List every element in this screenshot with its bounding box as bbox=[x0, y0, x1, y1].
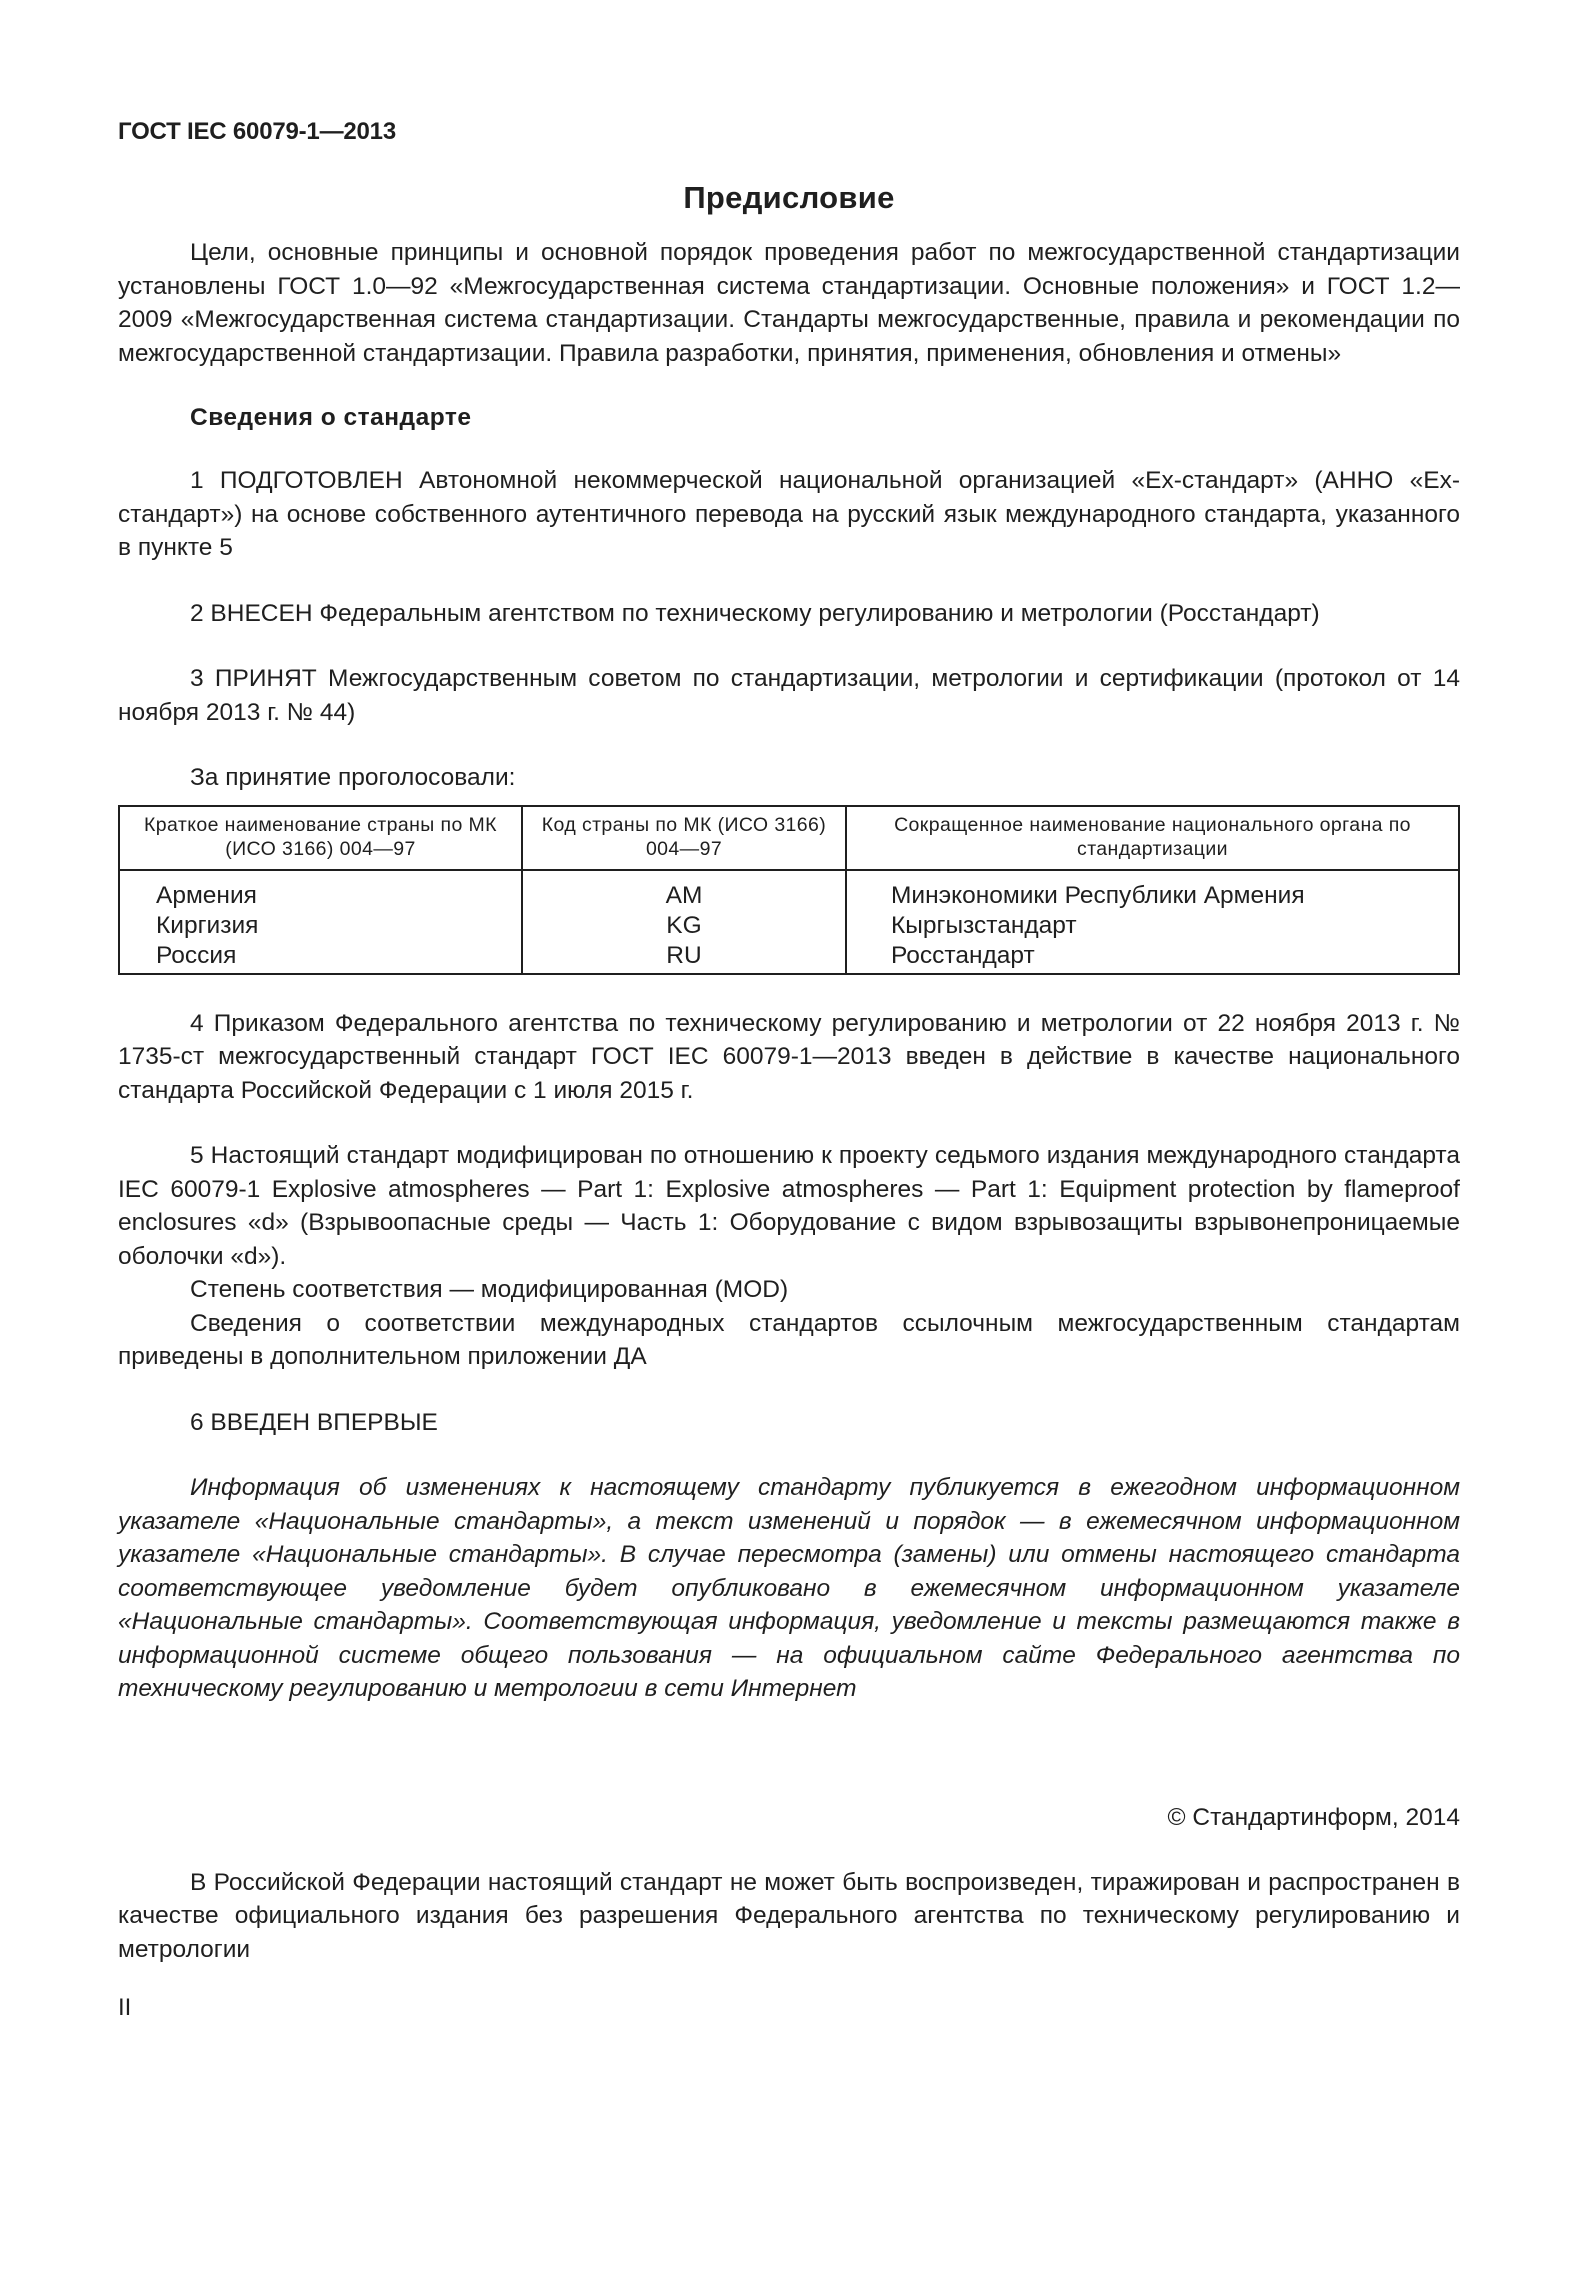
page-number: II bbox=[118, 1994, 132, 2021]
page-content bbox=[118, 118, 1460, 2022]
table-cell: KG bbox=[522, 911, 846, 941]
item-3-paragraph: 3 ПРИНЯТ Межгосударственным советом по стандартизации, метрологии и сертификации (протокол от 14 ноября 2013 г. № 44) bbox=[118, 665, 1460, 726]
item-5-paragraph: 5 Настоящий стандарт модифицирован по отношению к проекту седьмого издания международного стандарта IEC 60079-1 Explosive atmospheres — Part 1: Explosive atmospheres — Part 1: Equipment protection by flameproof enclosures «d» (Взрывоопасные среды — Часть 1: Оборудование с видом взрывозащиты взрывонепроницаемые оболочки «d»). bbox=[118, 1142, 1460, 1270]
item-5-info: Сведения о соответствии международных стандартов ссылочным межгосударственным стандартам приведены в дополнительном приложении ДА bbox=[118, 1309, 1460, 1370]
page-title: Предисловие bbox=[683, 180, 895, 215]
item-2-paragraph: 2 ВНЕСЕН Федеральным агентством по техническому регулированию и метрологии (Росстандарт) bbox=[190, 599, 1320, 627]
table-cell: AM bbox=[522, 870, 846, 911]
item-6-paragraph: 6 ВВЕДЕН ВПЕРВЫЕ bbox=[190, 1408, 438, 1436]
table-row bbox=[119, 870, 1459, 911]
vote-label: За принятие проголосовали: bbox=[190, 764, 516, 791]
table-header-row bbox=[119, 806, 1459, 870]
changes-info-paragraph: Информация об изменениях к настоящему стандарту публикуется в ежегодном информационном указателе «Национальные стандарты», а текст изменений и порядок — в ежемесячном информационном указателе «Национальные стандарты». В случае пересмотра (замены) или отмены настоящего стандарта соответствующее уведомление будет опубликовано в ежемесячном информационном указателе «Национальные стандарты». Соответствующая информация, уведомление и тексты размещаются также в информационной системе общего пользования — на официальном сайте Федерального агентства по техническому регулированию и метрологии в сети Интернет bbox=[118, 1474, 1460, 1702]
info-heading: Сведения о стандарте bbox=[190, 404, 472, 431]
voting-table bbox=[118, 805, 1460, 975]
table-row bbox=[119, 911, 1459, 941]
restriction-paragraph: В Российской Федерации настоящий стандарт не может быть воспроизведен, тиражирован и распространен в качестве официального издания без разрешения Федерального агентства по техническому регулированию и метрологии bbox=[118, 1868, 1460, 1963]
copyright-notice: © Стандартинформ, 2014 bbox=[1167, 1803, 1460, 1831]
item-1-paragraph: 1 ПОДГОТОВЛЕН Автономной некоммерческой национальной организацией «Ех-стандарт» (АННО «Ех-стандарт») на основе собственного аутентичного перевода на русский язык международного стандарта, указанного в пункте 5 bbox=[118, 467, 1460, 561]
table-header-cell: Сокращенное наименование национального органа по стандартизации bbox=[846, 806, 1459, 870]
item-5-degree: Степень соответствия — модифицированная (MOD) bbox=[190, 1276, 789, 1303]
table-cell: Минэкономики Республики Армения bbox=[846, 870, 1459, 911]
table-cell: RU bbox=[522, 941, 846, 974]
table-cell: Россия bbox=[156, 941, 237, 969]
document-header: ГОСТ IEC 60079-1—2013 bbox=[118, 118, 396, 145]
table-header-cell: Код страны по МК (ИСО 3166) 004—97 bbox=[522, 806, 846, 870]
table-cell: Кыргызстандарт bbox=[846, 911, 1459, 941]
table-cell: Армения bbox=[156, 881, 257, 909]
table-cell: Росстандарт bbox=[846, 941, 1459, 974]
item-4-paragraph: 4 Приказом Федерального агентства по техническому регулированию и метрологии от 22 ноября 2013 г. № 1735-ст межгосударственный стандарт ГОСТ IEC 60079-1—2013 введен в действие в качестве национального стандарта Российской Федерации с 1 июля 2015 г. bbox=[118, 1009, 1460, 1104]
table-row bbox=[119, 941, 1459, 974]
table-cell: Киргизия bbox=[156, 911, 259, 939]
intro-paragraph: Цели, основные принципы и основной порядок проведения работ по межгосударственной стандартизации установлены ГОСТ 1.0—92 «Межгосударственная система стандартизации. Основные положения» и ГОСТ 1.2—2009 «Межгосударственная система стандартизации. Стандарты межгосударственные, правила и рекомендации по межгосударственной стандартизации. Правила разработки, принятия, применения, обновления и отмены» bbox=[118, 239, 1460, 367]
table-header-cell: Краткое наименование страны по МК (ИСО 3166) 004—97 bbox=[119, 806, 522, 870]
